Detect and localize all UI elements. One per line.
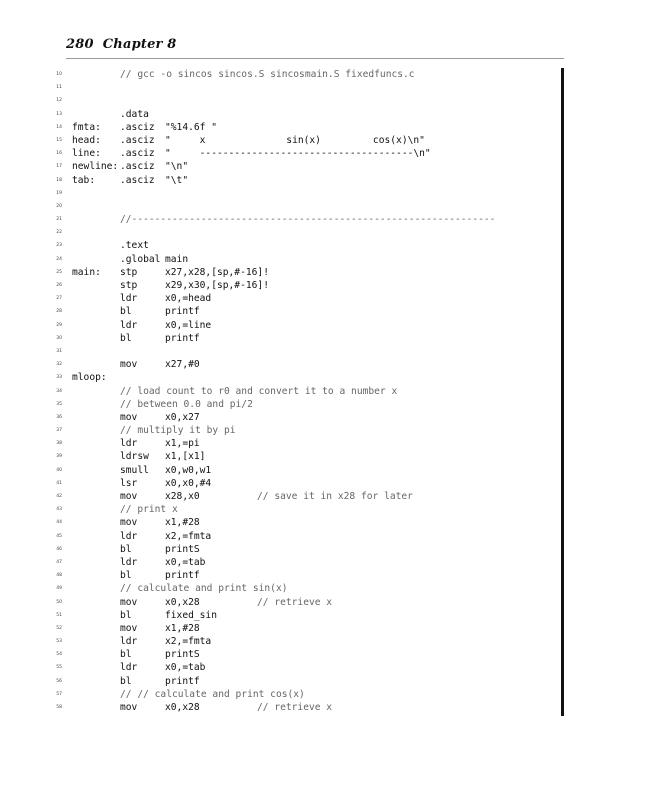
code-operands: x0,=line <box>165 319 212 331</box>
code-line <box>48 543 558 556</box>
code-instruction: mov <box>120 491 138 502</box>
code-comment: // retrieve x <box>257 702 333 713</box>
code-operands: x1,[x1] <box>165 451 206 463</box>
line-number: 39 <box>56 454 62 460</box>
code-instruction: .asciz <box>120 174 155 186</box>
line-number: 58 <box>56 705 62 710</box>
code-operands: x0,w0,w1 <box>165 464 212 476</box>
code-line <box>48 94 558 107</box>
code-line <box>48 292 558 305</box>
code-line <box>48 226 558 239</box>
code-instruction: .asciz <box>120 134 155 146</box>
code-operands: x0,=tab <box>165 556 206 568</box>
code-operands: x29,x30,[sp,#-16]! <box>165 280 269 291</box>
code-line <box>48 134 558 147</box>
code-comment: // calculate and print sin(x) <box>120 583 288 595</box>
code-operands: x0,x0,#4 <box>165 477 212 489</box>
code-instruction: .asciz <box>120 148 155 160</box>
code-line <box>48 569 558 582</box>
code-line <box>48 174 558 187</box>
code-operands: x0,x28 <box>165 702 200 713</box>
code-instruction: .asciz <box>120 121 155 133</box>
line-number: 56 <box>56 678 62 684</box>
code-line <box>48 305 558 318</box>
line-number: 31 <box>56 348 62 354</box>
code-comment: // // calculate and print cos(x) <box>120 688 305 700</box>
code-line <box>48 635 558 648</box>
code-instruction: stp <box>120 280 138 291</box>
line-number: 34 <box>56 388 62 394</box>
code-line <box>48 596 558 609</box>
code-line <box>48 675 558 688</box>
line-number: 49 <box>56 586 62 592</box>
line-number: 13 <box>56 111 62 117</box>
line-number: 26 <box>56 283 62 288</box>
code-label: main: <box>72 266 101 278</box>
code-instruction: bl <box>120 570 132 582</box>
code-line <box>48 701 558 714</box>
line-number: 17 <box>56 164 62 170</box>
code-operands: x2,=fmta <box>165 530 212 542</box>
line-number: 27 <box>56 296 62 302</box>
code-line <box>48 200 558 213</box>
line-number: 44 <box>56 520 62 526</box>
code-listing <box>48 68 558 714</box>
code-operands: printf <box>165 332 200 344</box>
code-instruction: ldr <box>120 293 138 305</box>
line-number: 37 <box>56 428 62 434</box>
code-label: line: <box>72 148 101 160</box>
code-operands: x0,=tab <box>165 662 206 674</box>
code-line <box>48 582 558 595</box>
code-line <box>48 516 558 529</box>
code-instruction: bl <box>120 306 132 318</box>
line-number: 11 <box>56 85 62 91</box>
code-operands: printS <box>165 649 200 661</box>
line-number: 32 <box>56 362 62 368</box>
code-line <box>48 121 558 134</box>
line-number: 51 <box>56 612 62 618</box>
line-number: 22 <box>56 230 62 236</box>
code-line <box>48 688 558 701</box>
code-line <box>48 530 558 543</box>
line-number: 38 <box>56 441 62 447</box>
header-rule <box>66 58 564 59</box>
code-instruction: lsr <box>120 477 138 489</box>
code-label: head: <box>72 134 101 146</box>
code-line <box>48 253 558 266</box>
code-margin-bar <box>561 68 564 716</box>
code-comment: // between 0.0 and pi/2 <box>120 398 253 410</box>
code-operands: "\t" <box>165 174 189 186</box>
line-number: 43 <box>56 507 62 513</box>
code-line <box>48 358 558 371</box>
code-line <box>48 385 558 398</box>
code-operands: printS <box>165 543 200 555</box>
line-number: 18 <box>56 177 62 183</box>
code-label: newline: <box>72 161 119 173</box>
code-line <box>48 424 558 437</box>
code-instruction: smull <box>120 464 149 476</box>
code-instruction: .text <box>120 240 149 252</box>
code-operands: " -------------------------------------\n" <box>165 148 431 160</box>
code-line <box>48 437 558 450</box>
line-number: 19 <box>56 190 62 196</box>
line-number: 35 <box>56 401 62 407</box>
page-number: 280 <box>66 37 94 52</box>
line-number: 57 <box>56 691 62 697</box>
line-number: 29 <box>56 322 62 328</box>
code-operands: x28,x0 <box>165 491 200 502</box>
line-number: 40 <box>56 467 62 473</box>
code-operands: fixed_sin <box>165 609 217 621</box>
code-line <box>48 345 558 358</box>
code-line <box>48 661 558 674</box>
code-operands: main <box>165 253 189 265</box>
code-operands: printf <box>165 570 200 582</box>
line-number: 24 <box>56 256 62 262</box>
code-comment: // print x <box>120 504 178 516</box>
code-operands: " x sin(x) cos(x)\n" <box>165 134 425 146</box>
code-instruction: .asciz <box>120 161 155 173</box>
line-number: 10 <box>56 72 62 77</box>
code-instruction: bl <box>120 332 132 344</box>
code-line <box>48 319 558 332</box>
code-line <box>48 411 558 424</box>
code-instruction: mov <box>120 702 138 713</box>
line-number: 12 <box>56 98 62 104</box>
line-number: 25 <box>56 269 62 275</box>
code-comment: // load count to r0 and convert it to a number x <box>120 385 398 397</box>
code-instruction: mov <box>120 411 138 423</box>
line-number: 30 <box>56 335 62 341</box>
code-comment: // gcc -o sincos sincos.S sincosmain.S fixedfuncs.c <box>120 69 415 80</box>
line-number: 33 <box>56 375 62 381</box>
code-line <box>48 371 558 384</box>
code-line <box>48 477 558 490</box>
code-line <box>48 609 558 622</box>
line-number: 15 <box>56 137 62 143</box>
code-label: mloop: <box>72 372 107 384</box>
code-label: tab: <box>72 174 96 186</box>
code-instruction: .data <box>120 108 149 120</box>
code-instruction: bl <box>120 543 132 555</box>
line-number: 28 <box>56 309 62 315</box>
code-line <box>48 213 558 226</box>
code-instruction: ldrsw <box>120 451 149 463</box>
line-number: 20 <box>56 203 62 209</box>
line-number: 21 <box>56 217 62 223</box>
line-number: 54 <box>56 652 62 658</box>
code-line <box>48 81 558 94</box>
code-operands: x27,#0 <box>165 359 200 371</box>
code-operands: "\n" <box>165 161 189 173</box>
line-number: 41 <box>56 480 62 486</box>
code-operands: x1,#28 <box>165 622 200 634</box>
code-comment: // retrieve x <box>257 596 333 608</box>
line-number: 48 <box>56 573 62 579</box>
code-instruction: ldr <box>120 636 138 648</box>
code-comment: // multiply it by pi <box>120 425 236 437</box>
code-line <box>48 490 558 503</box>
code-operands: x0,x28 <box>165 596 200 608</box>
code-line <box>48 332 558 345</box>
line-number: 42 <box>56 494 62 499</box>
line-number: 47 <box>56 559 62 565</box>
code-label: fmta: <box>72 121 101 133</box>
code-operands: x1,=pi <box>165 438 200 450</box>
code-instruction: bl <box>120 649 132 661</box>
code-line <box>48 108 558 121</box>
code-instruction: ldr <box>120 662 138 674</box>
line-number: 45 <box>56 533 62 539</box>
code-line <box>48 68 558 81</box>
code-operands: x1,#28 <box>165 517 200 529</box>
code-instruction: ldr <box>120 556 138 568</box>
code-operands: printf <box>165 675 200 687</box>
code-instruction: mov <box>120 622 138 634</box>
code-operands: "%14.6f " <box>165 121 217 133</box>
code-line <box>48 503 558 516</box>
code-operands: x2,=fmta <box>165 636 212 648</box>
code-comment: // save it in x28 for later <box>257 491 413 502</box>
code-operands: x0,=head <box>165 293 212 305</box>
code-instruction: mov <box>120 517 138 529</box>
code-instruction: ldr <box>120 530 138 542</box>
code-instruction: bl <box>120 675 132 687</box>
code-operands: x27,x28,[sp,#-16]! <box>165 266 269 278</box>
code-instruction: .global <box>120 253 161 265</box>
code-line <box>48 556 558 569</box>
code-instruction: ldr <box>120 438 138 450</box>
code-instruction: stp <box>120 266 138 278</box>
page-header <box>66 37 177 52</box>
code-line <box>48 187 558 200</box>
code-line <box>48 450 558 463</box>
code-line <box>48 147 558 160</box>
code-line <box>48 266 558 279</box>
line-number: 46 <box>56 546 62 552</box>
line-number: 16 <box>56 151 62 157</box>
chapter-title: Chapter 8 <box>102 37 177 52</box>
line-number: 14 <box>56 124 62 130</box>
code-line <box>48 160 558 173</box>
code-operands: printf <box>165 306 200 318</box>
code-line <box>48 648 558 661</box>
code-line <box>48 398 558 411</box>
line-number: 50 <box>56 599 62 605</box>
line-number: 53 <box>56 639 62 645</box>
line-number: 23 <box>56 243 62 249</box>
line-number: 36 <box>56 414 62 420</box>
code-operands: x0,x27 <box>165 411 200 423</box>
code-line <box>48 279 558 292</box>
code-line <box>48 622 558 635</box>
code-comment: //--------------------------------------------------------------- <box>120 214 496 226</box>
code-instruction: bl <box>120 609 132 621</box>
code-instruction: mov <box>120 596 138 608</box>
code-instruction: mov <box>120 359 138 371</box>
code-instruction: ldr <box>120 319 138 331</box>
code-line <box>48 464 558 477</box>
line-number: 55 <box>56 665 62 671</box>
code-line <box>48 239 558 252</box>
line-number: 52 <box>56 625 62 631</box>
